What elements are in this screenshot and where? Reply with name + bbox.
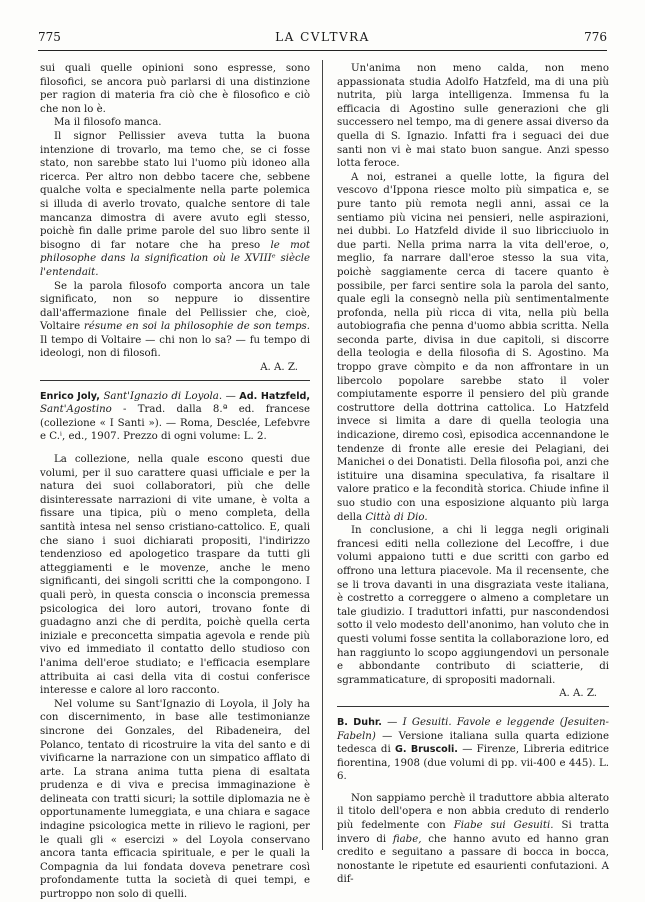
column-divider bbox=[322, 60, 323, 850]
section-rule bbox=[40, 380, 310, 381]
paragraph: sui quali quelle opinioni sono espresse, sono filosofici, se ancora può parlarsi di una distinzione per ragion di materia fra ciò che è filosofico e ciò che non lo è. bbox=[40, 63, 310, 115]
paragraph: Il signor Pellissier aveva tutta la buona intenzione di trovarlo, ma temo che, se ci fosse stato, non sarebbe stato lui l'uomo più idoneo alla ricerca. Per altro non debbo tacere che, sebbene qualche volta e specialmente nella parte polemica si illuda di averlo trovato, qualche sentore di tale mancanza dimostra di avere avuto egli stesso, poichè fin dalle prime parole del suo libro sente il bisogno di far notare che ha preso le mot philosophe dans la signification où le XVIIIᵉ siècle l'entendait. bbox=[40, 130, 310, 278]
paragraph: Un'anima non meno calda, non meno appassionata studia Adolfo Hatzfeld, ma di una più nutrita, più larga intelligenza. Immensa fu la efficacia di Agostino sulle generazioni che gli successero nel tempo, ma di genere assai diverso da quella di S. Ignazio. Infatti fra i seguaci dei due santi non vi è mai stato buon sangue. Anzi spesso lotta feroce. bbox=[337, 63, 609, 170]
left-column bbox=[40, 62, 310, 902]
review-title: Sant'Ignazio di Loyola. bbox=[103, 390, 223, 402]
paragraph: In conclusione, a chi li legga negli originali francesi editi nella collezione del Lecoffre, i due volumi appaiono tutti e due scritti con garbo ed offrono una lettura piacevole. Ma il recensente, che se li trova davanti in una disgraziata veste italiana, è costretto a correggere o almeno a completare un tale giudizio. I traduttori infatti, pur nascondendosi sotto il velo modesto dell'anonimo, han voluto che in questi volumi fosse sentita la collaborazione loro, ed han raggiunto lo scopo aggiungendovi un personale e abbondante contributo di sciatterie, di sgrammaticature, di spropositi madornali. bbox=[337, 525, 609, 686]
page-number-right: 776 bbox=[584, 30, 607, 44]
review-author: B. Duhr. bbox=[337, 716, 382, 728]
signature: A. A. Z. bbox=[260, 362, 298, 374]
right-column bbox=[337, 62, 609, 887]
paragraph: Nel volume su Sant'Ignazio di Loyola, il Joly ha con discernimento, in base alle testimonianze sincrone dei Gonzales, del Ribadeneira, del Polanco, tentato di ricostruire la vita del santo e di vivificarne la narrazione con un simpatico afflato di arte. La strana anima tutta piena di esaltata prudenza e di viva e precisa immaginazione è delineata con tratti sicuri; la sottile diplomazia ne è opportunamente lumeggiata, e una chiara e sagace indagine psicologica mette in rilievo le ragioni, per le quali gli « esercizi » del Loyola conservano ancora tanta efficacia spirituale, e per le quali la Compagnia da lui fondata doveva penetrare così profondamente tutta la società di quei tempi, e purtroppo non solo di quelli. bbox=[40, 698, 310, 901]
paragraph: Se la parola filosofo comporta ancora un tale significato, non so neppure io dissentire dall'affermazione finale del Pellissier che, cioè, Voltaire résume en soi la philosophie de son temps. Il tempo di Voltaire — chi non lo sa? — fu tempo di ideologi, non di filosofi. bbox=[40, 280, 310, 360]
review-author: Ad. Hatzfeld, bbox=[239, 390, 311, 402]
review-title: I Gesuiti. Favole e leggende (Jesuiten-Fabeln) bbox=[337, 716, 609, 742]
paragraph: A noi, estranei a quelle lotte, la figura del vescovo d'Ippona riesce molto più simpatica e, se pure tanto più remota negli anni, assai ce la sentiamo più vicina nei pensieri, nelle aspirazioni, nei dubbi. Lo Hatzfeld divide il suo libricciuolo in due parti. Nella prima narra la vita dell'eroe, o, meglio, fa narrare dall'eroe stesso la sua vita, poichè saggiamente cerca di tacere quanto è possibile, per farci sentire sola la parola del santo, quale egli la consegnò nella più sentimentalmente profonda, nella più ricca di vita, nella più bella autobiografia che penna d'uomo abbia scritta. Nella seconda parte, divisa in due capitoli, si discorre della teologia e della filosofia di S. Agostino. Ma troppo grave còmpito e da non affrontare in un libercolo popolare sarebbe stato il voler compiutamente esporre il pensiero del più grande costruttore della dottrina cattolica. Lo Hatzfeld invece si limita a dare di quella teologia una indicazione, diremo così, episodica accennandone le tendenze di fronte alle eresie dei Pelagiani, dei Manichei o dei Donatisti. Della filosofia poi, anzi che istituire una disamina speculativa, fa risaltare il valore pratico e la fecondità storica. Chiude infine il suo studio con una esposizione alquanto più larga della Città di Dio. bbox=[337, 171, 609, 523]
signature: A. A. Z. bbox=[559, 688, 597, 700]
paragraph: Non sappiamo perchè il traduttore abbia alterato il titolo dell'opera e non abbia creduto di renderlo più fedelmente con Fiabe sui Gesuiti. Si tratta invero di fiabe, che hanno avuto ed hanno gran credito e seguitano a passare di bocca in bocca, nonostante le ripetute ed esaurienti confutazioni. A dif- bbox=[337, 792, 610, 886]
review-author: Enrico Joly, bbox=[40, 390, 100, 402]
review-heading: B. Duhr. — I Gesuiti. Favole e leggende (Jesuiten-Fabeln) — Versione italiana sulla quarta edizione tedesca di G. Bruscoli. — Firenze, Libreria editrice fiorentina, 1908 (due volumi di pp. vii-400 e 445). L. 6. bbox=[337, 716, 609, 783]
review-translator: G. Bruscoli. bbox=[394, 744, 458, 756]
section-rule bbox=[337, 706, 609, 707]
review-heading: Enrico Joly, Sant'Ignazio di Loyola. — Ad. Hatzfeld, Sant'Agostino - Trad. dalla 8.ª ed. francese (collezione « I Santi »). — Roma, Desclée, Lefebvre e C.ⁱ, ed., 1907. Prezzo di ogni volume: L. 2. bbox=[40, 390, 311, 443]
review-title: Sant'Agostino bbox=[40, 404, 112, 416]
page-header bbox=[38, 30, 607, 46]
header-rule bbox=[38, 50, 607, 51]
paragraph: La collezione, nella quale escono questi due volumi, per il suo carattere quasi ufficiale e per la natura dei suoi collaboratori, più che delle disinteressate narrazioni di vite umane, è volta a fissare una tipica, più o meno completa, della santità intesa nel senso cristiano-cattolico. E, quali che siano i suoi dichiarati propositi, l'indirizzo tendenzioso ed apologetico traspare da tutti gli atteggiamenti e le movenze, anche le meno significanti, dei singoli scritti che la compongono. I quali però, in questa conscia o inconscia premessa psicologica dei loro autori, trovano fonte di guadagno anzi che di perdita, poichè quella certa iniziale e preconcetta simpatia agevola e rende più vivo ed immediato il contatto dello studioso con l'anima dell'eroe studiato; e l'efficacia esemplare attribuita ai casi della vita di costui conferisce interesse e calore al loro racconto. bbox=[40, 454, 310, 697]
page-number-left: 775 bbox=[38, 30, 61, 44]
journal-title: LA CVLTVRA bbox=[275, 30, 370, 44]
paragraph: Ma il filosofo manca. bbox=[54, 117, 162, 129]
